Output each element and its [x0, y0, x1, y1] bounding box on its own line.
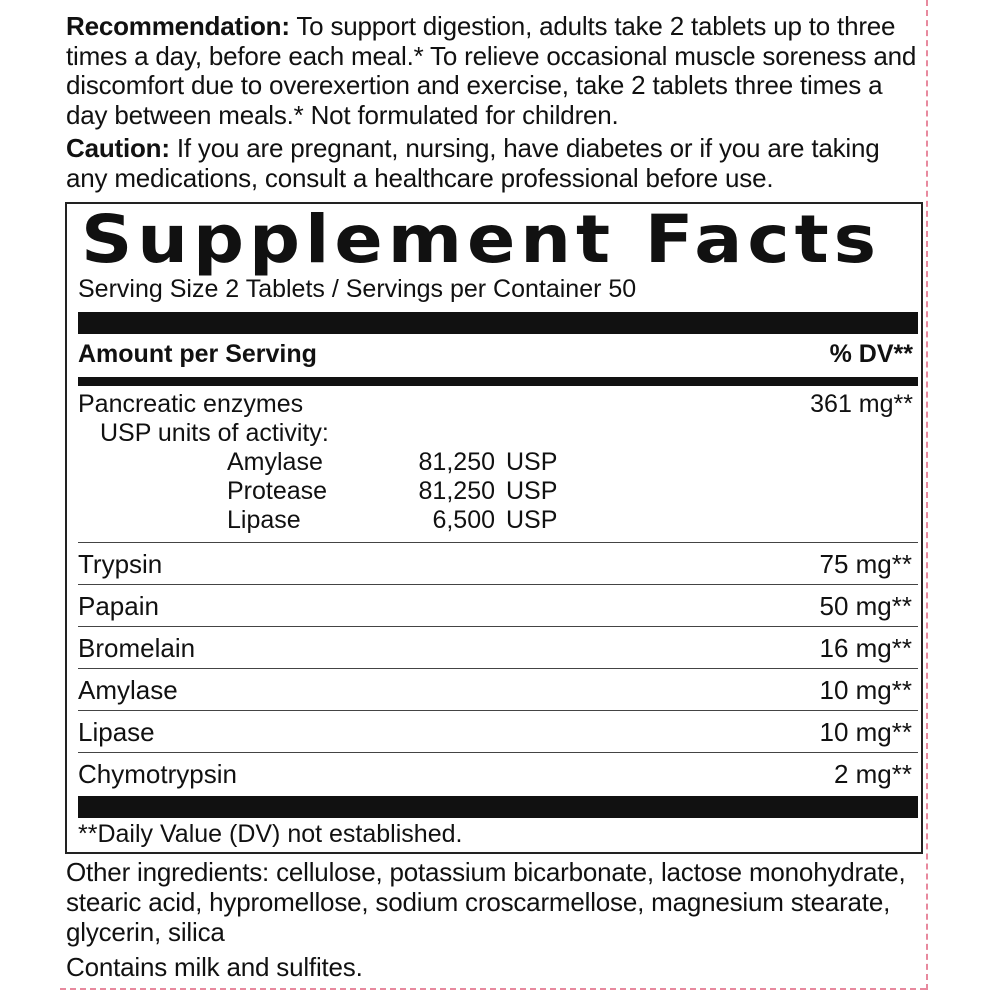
caution-label: Caution:	[66, 133, 170, 163]
ingredient-name: Amylase	[78, 675, 178, 705]
ingredient-row	[78, 542, 918, 584]
supplement-facts-title: Supplement Facts	[81, 201, 882, 278]
ingredient-amount: 75 mg**	[819, 549, 912, 579]
daily-value-footnote: **Daily Value (DV) not established.	[78, 820, 463, 848]
caution-body: If you are pregnant, nursing, have diabetes or if you are taking any medications, consult a healthcare professional before use.	[66, 133, 880, 193]
amount-per-serving-header: Amount per Serving	[78, 340, 317, 368]
ingredient-amount: 16 mg**	[819, 633, 912, 663]
serving-size: Serving Size 2 Tablets / Servings per Container 50	[78, 275, 637, 303]
usp-unit-row	[67, 448, 667, 477]
supplement-facts-panel	[65, 202, 923, 854]
ingredient-name: Chymotrypsin	[78, 759, 237, 789]
ingredient-name: Papain	[78, 591, 159, 621]
usp-unit-name: Lipase	[227, 506, 301, 534]
recommendation-text	[66, 12, 922, 130]
ingredient-row	[78, 584, 918, 626]
pancreatic-enzymes-name: Pancreatic enzymes	[78, 390, 304, 418]
ingredient-row	[78, 752, 918, 794]
daily-value-header: % DV**	[829, 340, 913, 368]
thick-divider	[78, 312, 918, 334]
usp-unit-row	[67, 506, 667, 535]
ingredient-name: Trypsin	[78, 549, 163, 579]
ingredient-amount: 10 mg**	[819, 675, 912, 705]
usp-unit-row	[67, 477, 667, 506]
usp-unit-value: 6,500	[432, 506, 495, 534]
other-ingredients: Other ingredients: cellulose, potassium bicarbonate, lactose monohydrate, stearic acid, hypromellose, sodium croscarmellose, magnesium stearate, glycerin, silica	[66, 857, 906, 947]
usp-unit-name: Protease	[227, 477, 328, 505]
allergen-statement: Contains milk and sulfites.	[66, 952, 363, 982]
ingredient-amount: 50 mg**	[819, 591, 912, 621]
pancreatic-enzymes-amount: 361 mg**	[810, 390, 913, 418]
recommendation-label: Recommendation:	[66, 11, 290, 41]
ingredient-amount: 10 mg**	[819, 717, 912, 747]
label-cut-line-right	[926, 0, 928, 990]
label-cut-line-bottom	[60, 988, 926, 990]
usp-unit-value: 81,250	[418, 477, 495, 505]
usp-unit-unit: USP	[506, 506, 558, 534]
ingredient-row	[78, 626, 918, 668]
ingredient-row	[78, 668, 918, 710]
caution-text	[66, 134, 922, 193]
thick-divider	[78, 796, 918, 818]
ingredient-name: Bromelain	[78, 633, 196, 663]
usp-unit-unit: USP	[506, 477, 558, 505]
ingredient-name: Lipase	[78, 717, 155, 747]
recommendation-body: To support digestion, adults take 2 tablets up to three times a day, before each meal.* To relieve occasional muscle soreness and discomfort due to overexertion and exercise, take 2 tablets three times a day between meals.* Not formulated for children.	[66, 11, 917, 130]
usp-unit-value: 81,250	[418, 448, 495, 476]
ingredient-row	[78, 710, 918, 752]
medium-divider	[78, 377, 918, 386]
ingredient-amount: 2 mg**	[833, 759, 912, 789]
usp-unit-unit: USP	[506, 448, 558, 476]
usp-unit-name: Amylase	[227, 448, 323, 476]
usp-units-label: USP units of activity:	[100, 419, 329, 447]
